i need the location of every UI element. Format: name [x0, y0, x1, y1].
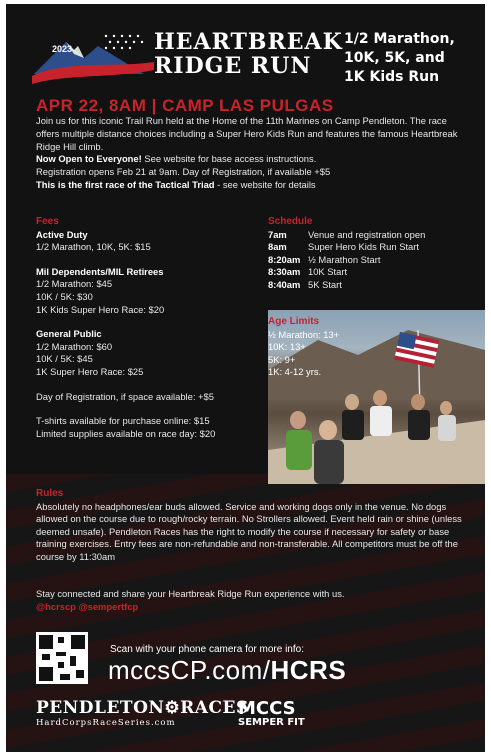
qr-code[interactable]: [36, 632, 88, 684]
mil-fee: 10K / 5K: $30: [36, 290, 93, 302]
age-limit-line: 10K: 13+: [268, 341, 306, 353]
schedule-title: Schedule: [268, 216, 313, 227]
general-public-title: General Public: [36, 328, 102, 340]
age-limits-title: Age Limits: [268, 316, 320, 327]
mil-fee: 1K Kids Super Hero Race: $20: [36, 303, 165, 315]
age-limit-line: 5K: 9+: [268, 353, 296, 365]
social-handles[interactable]: @hcrscp @sempertfcp: [36, 600, 139, 612]
rules-title: Rules: [36, 488, 64, 499]
event-title-line1: HEARTBREAK: [154, 29, 343, 55]
active-duty-fee: 1/2 Marathon, 10K, 5K: $15: [36, 241, 151, 253]
website-url[interactable]: mccsCP.com/HCRS: [108, 655, 347, 685]
social-text: Stay connected and share your Heartbreak Ridge Run experience with us.: [36, 588, 345, 599]
race-poster: [6, 4, 485, 752]
schedule-row: 8am Super Hero Kids Run Start: [268, 241, 419, 253]
schedule-row: 8:20am ½ Marathon Start: [268, 253, 381, 265]
social-section: [36, 588, 466, 613]
mil-fee: 1/2 Marathon: $45: [36, 278, 113, 290]
tshirt-race-day: Limited supplies available on race day: $20: [36, 427, 216, 439]
hardcorps-race-series: HardCorpsRaceSeries.com: [36, 718, 176, 728]
scan-instruction: Scan with your phone camera for more info:: [110, 644, 304, 655]
day-of-registration-fee: Day of Registration, if space available: +$5: [36, 390, 214, 402]
age-limit-line: ½ Marathon: 13+: [268, 328, 340, 340]
active-duty-title: Active Duty: [36, 228, 88, 240]
event-title: [154, 30, 343, 78]
date-location-headline: APR 22, 8AM | CAMP LAS PULGAS: [36, 96, 334, 115]
rules-text: Absolutely no headphones/ear buds allowed. Service and working dogs only in the venue. No dogs allowed on the course due to rough/rocky terrain. No Strollers allowed. Event held rain or shine (unless deemed unsafe). Pendleton Races has the right to modify the course if necessary for safety or base training exercises. Entry fees are non-refundable and non-transferable. All competitors must be off the course by 11:30am: [36, 500, 462, 562]
schedule-row: 8:30am 10K Start: [268, 266, 348, 278]
fees-section: [36, 216, 271, 440]
fees-title: Fees: [36, 216, 59, 227]
mil-dependents-title: Mil Dependents/MIL Retirees: [36, 265, 164, 277]
intro-paragraph: Join us for this iconic Trail Run held at the Home of the 11th Marines on Camp Pendleton. The race offers multiple distance choices including a Super Hero Kids Run and features the famous Heartbreak Ridge Hill climb.: [36, 115, 458, 152]
event-title-line2: RIDGE RUN: [154, 53, 312, 79]
age-limits-section: [268, 316, 478, 379]
schedule-row: 8:40am 5K Start: [268, 278, 342, 290]
distances-tagline: 1/2 Marathon, 10K, 5K, and 1K Kids Run: [344, 31, 455, 85]
pendleton-races-logo: PENDLETON⚙RACES: [36, 698, 249, 718]
open-notice: Now Open to Everyone! See website for base access instructions.: [36, 153, 317, 165]
registration-info: Registration opens Feb 21 at 9am. Day of Registration, if available +$5: [36, 166, 331, 178]
public-fee: 1K Super Hero Race: $25: [36, 365, 144, 377]
triad-notice: This is the first race of the Tactical Triad - see website for details: [36, 178, 316, 190]
mccs-logo: MCCS: [238, 698, 296, 719]
age-limit-line: 1K: 4-12 yrs.: [268, 366, 322, 378]
semper-fit-logo: SEMPER FIT: [238, 717, 305, 728]
public-fee: 10K / 5K: $45: [36, 353, 93, 365]
schedule-section: [268, 216, 478, 292]
year-badge: 2023: [52, 44, 73, 54]
public-fee: 1/2 Marathon: $60: [36, 340, 113, 352]
tshirt-online: T-shirts available for purchase online: $15: [36, 415, 210, 427]
schedule-row: 7am Venue and registration open: [268, 228, 426, 240]
intro-section: [36, 115, 466, 192]
rules-section: [36, 488, 466, 564]
